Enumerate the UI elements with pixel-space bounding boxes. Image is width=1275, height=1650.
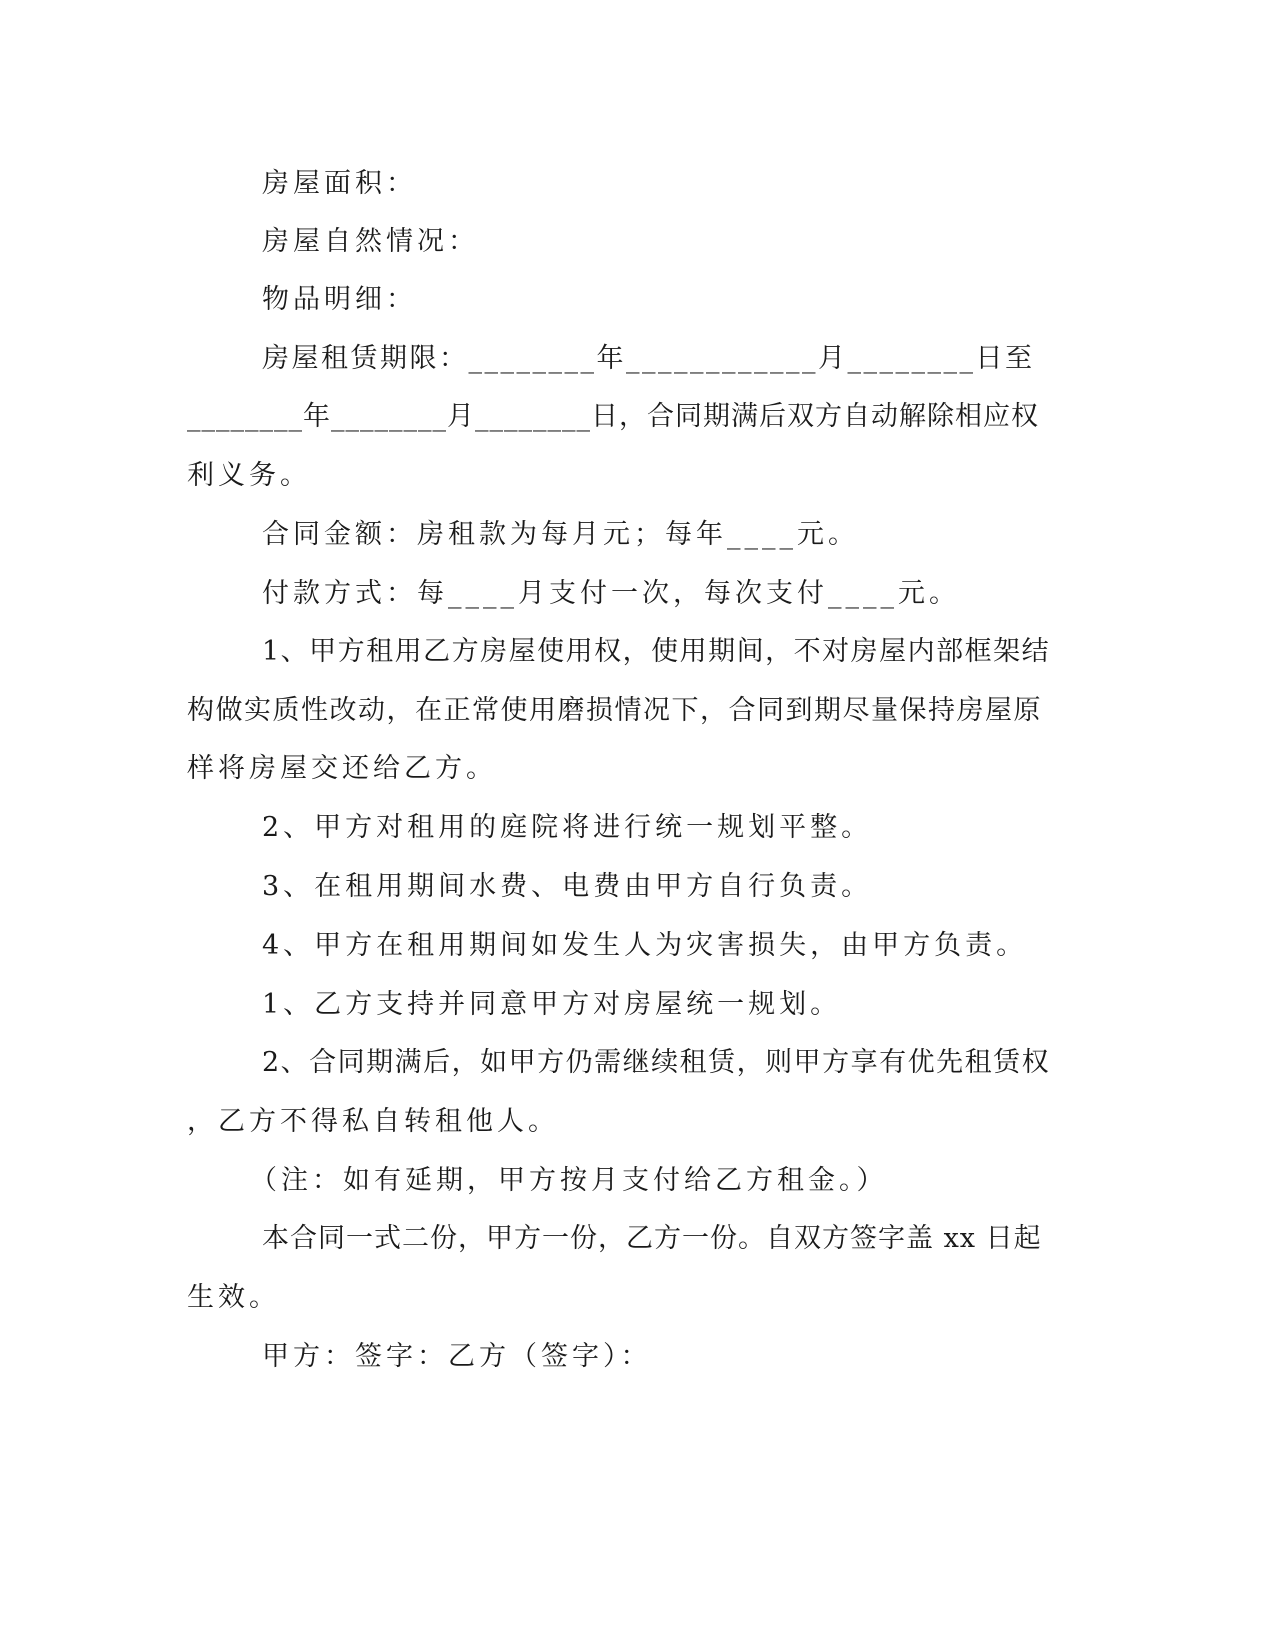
lease-term-line: 房屋租赁期限：________年____________月________日至	[262, 343, 1035, 374]
clause-a3-line: 3、在租用期间水费、电费由甲方自行负责。	[262, 871, 873, 902]
contract-amount-line: 合同金额：房租款为每月元；每年____元。	[262, 519, 859, 550]
items-detail-line: 物品明细：	[262, 284, 417, 315]
copies-line-2: 生效。	[187, 1282, 280, 1313]
clause-a1-line-1: 1、甲方租用乙方房屋使用权，使用期间，不对房屋内部框架结	[262, 636, 1051, 667]
clause-b2-line-2: ，乙方不得私自转租他人。	[187, 1106, 559, 1137]
house-area-line: 房屋面积：	[262, 168, 417, 199]
clause-a2-line: 2、甲方对租用的庭院将进行统一规划平整。	[262, 812, 873, 843]
signature-line: 甲方：签字：乙方（签字）：	[262, 1341, 652, 1372]
payment-method-line: 付款方式：每____月支付一次，每次支付____元。	[262, 578, 960, 609]
lease-term-line-3: 利义务。	[187, 460, 311, 491]
copies-line-1: 本合同一式二份，甲方一份，乙方一份。自双方签字盖 xx 日起	[262, 1223, 1042, 1254]
clause-a1-line-3: 样将房屋交还给乙方。	[187, 753, 497, 784]
lease-term-line-2: ________年________月________日，合同期满后双方自动解除相应权	[187, 401, 1039, 432]
clause-a4-line: 4、甲方在租用期间如发生人为灾害损失，由甲方负责。	[262, 930, 1028, 961]
clause-b1-line: 1、乙方支持并同意甲方对房屋统一规划。	[262, 989, 842, 1020]
clause-b2-line-1: 2、合同期满后，如甲方仍需继续租赁，则甲方享有优先租赁权	[262, 1047, 1051, 1078]
clause-a1-line-2: 构做实质性改动，在正常使用磨损情况下，合同到期尽量保持房屋原	[187, 695, 1042, 726]
note-line: （注：如有延期，甲方按月支付给乙方租金。）	[250, 1165, 888, 1196]
house-condition-line: 房屋自然情况：	[262, 226, 479, 257]
